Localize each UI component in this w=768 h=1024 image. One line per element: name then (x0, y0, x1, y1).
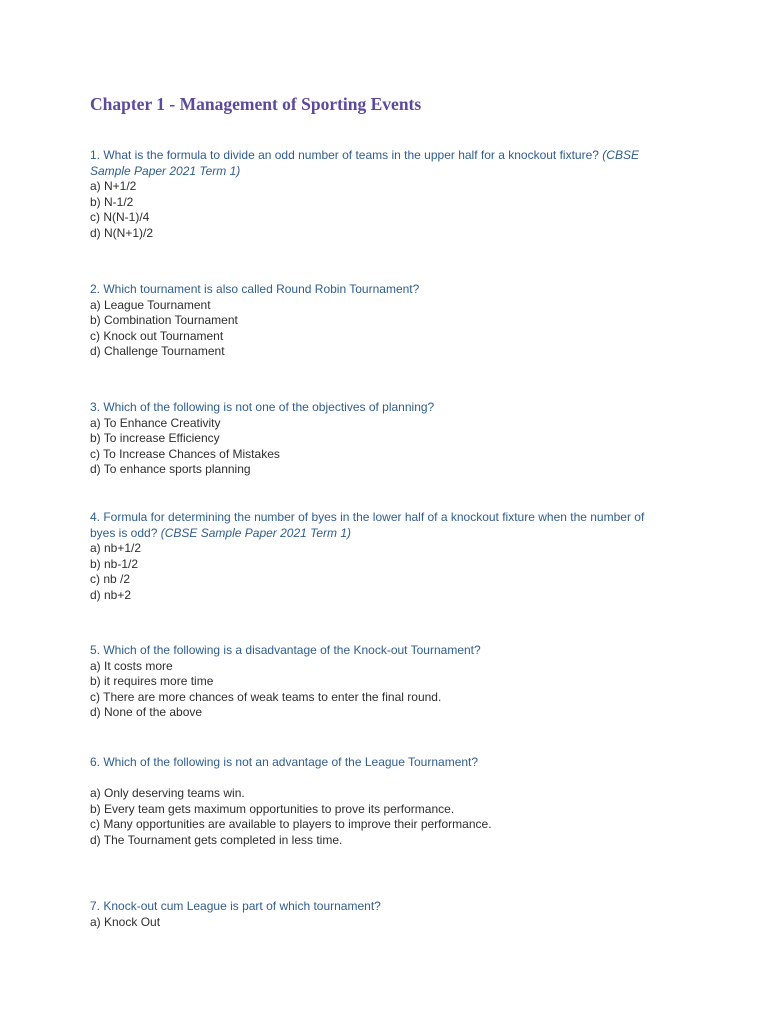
question-4 (90, 510, 650, 604)
option-a: a) It costs more (90, 658, 173, 673)
option-d: d) To enhance sports planning (90, 462, 251, 477)
question-6 (90, 755, 650, 849)
option-a: a) Knock Out (90, 914, 161, 929)
question-stem: 6. Which of the following is not an advantage of the League Tournament? (90, 755, 479, 769)
question-2 (90, 282, 650, 360)
question-stem: 7. Knock-out cum League is part of which tournament? (90, 899, 381, 913)
option-b: b) To increase Efficiency (90, 431, 220, 446)
question-stem: 2. Which tournament is also called Round Robin Tournament? (90, 282, 420, 296)
option-d: d) The Tournament gets completed in less time. (90, 832, 343, 847)
option-a: a) To Enhance Creativity (90, 415, 221, 430)
question-stem: 3. Which of the following is not one of the objectives of planning? (90, 400, 435, 414)
option-b: b) nb-1/2 (90, 556, 139, 571)
option-c: c) N(N-1)/4 (90, 210, 150, 225)
option-a: a) Only deserving teams win. (90, 786, 245, 801)
option-b: b) Every team gets maximum opportunities to prove its performance. (90, 801, 455, 816)
option-a: a) nb+1/2 (90, 541, 142, 556)
question-stem: 1. What is the formula to divide an odd number of teams in the upper half for a knockout fixture? (90, 148, 599, 162)
question-stem: 5. Which of the following is a disadvantage of the Knock-out Tournament? (90, 643, 481, 657)
option-c: c) nb /2 (90, 572, 131, 587)
option-a: a) League Tournament (90, 297, 211, 312)
option-d: d) None of the above (90, 705, 203, 720)
question-5 (90, 643, 650, 721)
question-source: (CBSE Sample Paper 2021 Term 1) (90, 148, 639, 178)
option-b: b) Combination Tournament (90, 313, 238, 328)
option-d: d) N(N+1)/2 (90, 225, 154, 240)
option-d: d) nb+2 (90, 587, 132, 602)
question-1 (90, 148, 650, 242)
option-b: b) N-1/2 (90, 194, 134, 209)
option-d: d) Challenge Tournament (90, 344, 225, 359)
chapter-title: Chapter 1 - Management of Sporting Events (90, 94, 422, 114)
question-source: (CBSE Sample Paper 2021 Term 1) (160, 525, 352, 540)
spacer (90, 771, 650, 787)
question-stem: 4. Formula for determining the number of byes in the lower half of a knockout fixture when the number of byes is odd? (90, 510, 645, 540)
question-text (90, 148, 650, 179)
option-c: c) There are more chances of weak teams to enter the final round. (90, 689, 442, 704)
option-a: a) N+1/2 (90, 179, 137, 194)
question-3 (90, 400, 650, 478)
question-text (90, 510, 650, 541)
option-b: b) it requires more time (90, 674, 214, 689)
option-c: c) Knock out Tournament (90, 328, 224, 343)
question-7 (90, 899, 650, 930)
option-c: c) To Increase Chances of Mistakes (90, 446, 280, 461)
option-c: c) Many opportunities are available to players to improve their performance. (90, 817, 492, 832)
